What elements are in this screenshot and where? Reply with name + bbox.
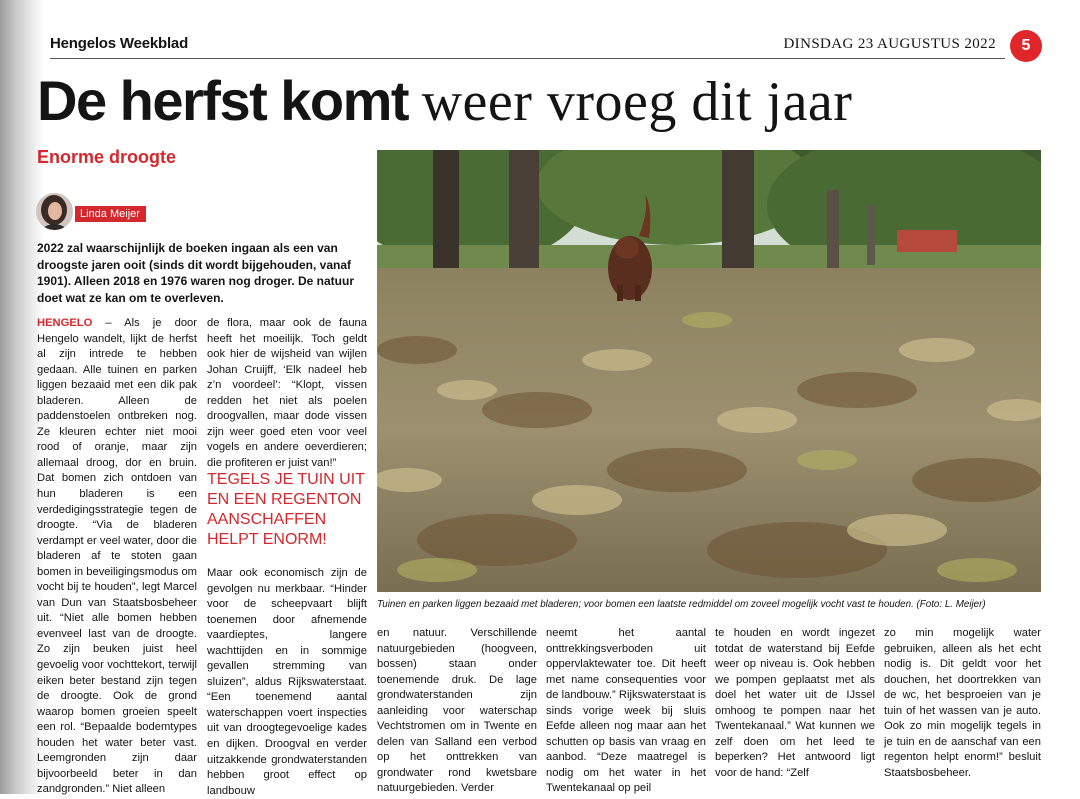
newspaper-name: Hengelos Weekblad bbox=[50, 35, 189, 52]
subheadline: Enorme droogte bbox=[37, 147, 177, 167]
article-column-3: en natuur. Verschillende natuurgebieden (hoogveen, bossen) staan onder toenemende druk. De lage grondwaterstanden zijn aanleiding voor waterschap Vechtstromen om in Twente en delen van Salland een verbod op het onttrekken van grondwater rond kwetsbare natuurgebieden. Verder bbox=[377, 627, 537, 795]
masthead-divider bbox=[50, 58, 1005, 59]
headline bbox=[37, 68, 852, 135]
photo-caption: Tuinen en parken liggen bezaaid met bladeren; voor bomen een laatste redmiddel om zoveel mogelijk vocht vast te houden. (Foto: L. Meijer) bbox=[377, 599, 986, 610]
article-column-5: te houden en wordt ingezet totdat de waterstand bij Eefde weer op niveau is. Ook hebben we pompen geplaatst met als doel het water uit de IJssel omhoog te pompen naar het Twentekanaal.” Wat kunnen we zelf doen om het leed te beperken? Het antwoord ligt voor de hand: “Zelf bbox=[715, 627, 875, 779]
article-column-6: zo min mogelijk water gebruiken, alleen als het echt nodig is. Dit geldt voor het douchen, het doortrekken van de wc, het besproeien van je tuin of het wassen van je auto. Ook zo min mogelijk tegels in je tuin en de aanschaf van een regenton helpt enorm!” besluit Staatsbosbeheer. bbox=[884, 627, 1041, 779]
article-column-2-bottom: Maar ook economisch zijn de gevolgen nu merkbaar. “Hinder voor de scheepvaart blijft toenemen door afnemende vaardieptes, langere wachttijden en in sommige gevallen stremming van sluizen”, aldus Rijkswaterstaat. “Een toenemend aantal waterschappen voert inspecties uit van droogtegevoelige kades en dijken. Droogval en verder uitzakkende grondwaterstanden hebben groot effect op landbouw bbox=[207, 567, 367, 797]
article-column-1 bbox=[37, 316, 197, 798]
dateline: HENGELO bbox=[37, 317, 93, 329]
author-byline: Linda Meijer bbox=[75, 206, 146, 222]
article-intro: 2022 zal waarschijnlijk de boeken ingaan als een van droogste jaren ooit (sinds dit wordt bijgehouden, vanaf 1901). Alleen 2018 en 1976 waren nog droger. De natuur doet wat ze kan om te overleven. bbox=[37, 241, 355, 305]
issue-date: DINSDAG 23 AUGUSTUS 2022 bbox=[783, 36, 996, 52]
author-portrait-icon bbox=[36, 193, 73, 230]
page-number-badge: 5 bbox=[1010, 30, 1042, 62]
headline-light: weer vroeg dit jaar bbox=[421, 71, 853, 133]
article-column-2-top: de flora, maar ook de fauna heeft het moeilijk. Toch geldt ook hier de wijsheid van wijlen Johan Cruijff, ‘Elk nadeel heb z’n voordeel’: “Klopt, vissen redden het niet als poelen droogvallen, maar dode vissen zijn weer goed eten voor veel vogels en andere oeverdieren; die profiteren er juist van!” bbox=[207, 317, 367, 469]
column-1-text: – Als je door Hengelo wandelt, lijkt de herfst al zijn intrede te hebben gedaan. Alle tuinen en parken liggen bezaaid met een dik pak bladeren. Alleen de paddenstoelen ontbreken nog. Ze kleuren echter niet mooi rood of oranje, maar zijn allemaal droog, dor en bruin. Dat bomen zich ontdoen van hun bladeren is een verdedigingsstrategie tegen de droogte. “Via de bladeren verdampt er veel water, door die bladeren af te stoten gaan bomen in beveiligingsmodus om vocht bij te houden”, legt Marcel van Dun van Staatsbosbeheer uit. “Niet alle bomen hebben evenveel last van de droogte. Zo zijn beuken juist heel gevoelig voor vochttekort, terwijl eiken beter bestand zijn tegen de droogte. Ook de grond waarop bomen groeien speelt een rol. “Bepaalde bodemtypes houden het water beter vast. Leemgronden zijn daar bijvoorbeeld beter in dan zandgronden.” Niet alleen bbox=[37, 317, 197, 796]
author-avatar bbox=[36, 193, 73, 230]
article-column-4: neemt het aantal onttrekkingsverboden uit oppervlaktewater toe. Dit heeft met name consequenties voor de landbouw.” Rijkswaterstaat is sinds vorige week bij sluis Eefde alleen nog maar aan het schutten op basis van vraag en aanbod. “Deze maatregel is nodig om het water in het Twentekanaal op peil bbox=[546, 627, 706, 795]
headline-bold: De herfst komt bbox=[37, 69, 409, 132]
pull-quote: TEGELS JE TUIN UIT EN EEN REGENTON AANSCHAFFEN HELPT ENORM! bbox=[207, 471, 365, 548]
article-photo bbox=[377, 150, 1041, 592]
